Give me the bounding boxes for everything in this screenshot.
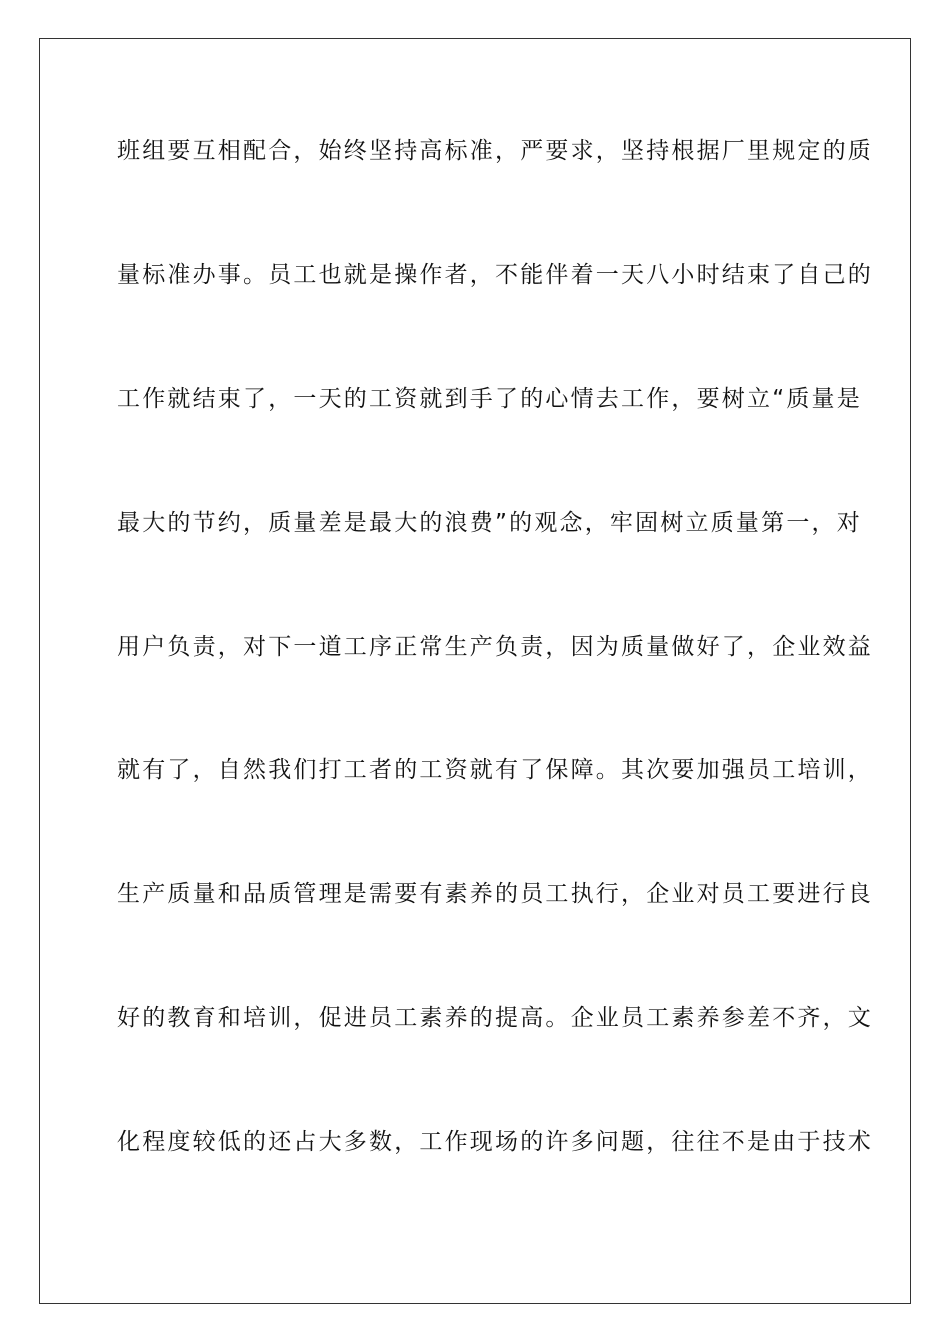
text-line: 工作就结束了，一天的工资就到手了的心情去工作，要树立“质量是: [117, 385, 862, 412]
text-line: 班组要互相配合，始终坚持高标准，严要求，坚持根据厂里规定的质: [117, 138, 873, 164]
text-line: 化程度较低的还占大多数，工作现场的许多问题，往往不是由于技术: [117, 1129, 873, 1156]
body-text: [117, 128, 873, 1243]
text-line: 量标准办事。员工也就是操作者，不能伴着一天八小时结束了自己的: [117, 261, 873, 288]
text-line: 生产质量和品质管理是需要有素养的员工执行，企业对员工要进行良: [117, 881, 873, 908]
text-line: 就有了，自然我们打工者的工资就有了保障。其次要加强员工培训，: [117, 757, 873, 784]
text-line: 好的教育和培训，促进员工素养的提高。企业员工素养参差不齐，文: [117, 1005, 873, 1032]
text-line: 最大的节约，质量差是最大的浪费”的观念，牢固树立质量第一，对: [117, 509, 862, 536]
text-line: 用户负责，对下一道工序正常生产负责，因为质量做好了，企业效益: [117, 633, 873, 660]
